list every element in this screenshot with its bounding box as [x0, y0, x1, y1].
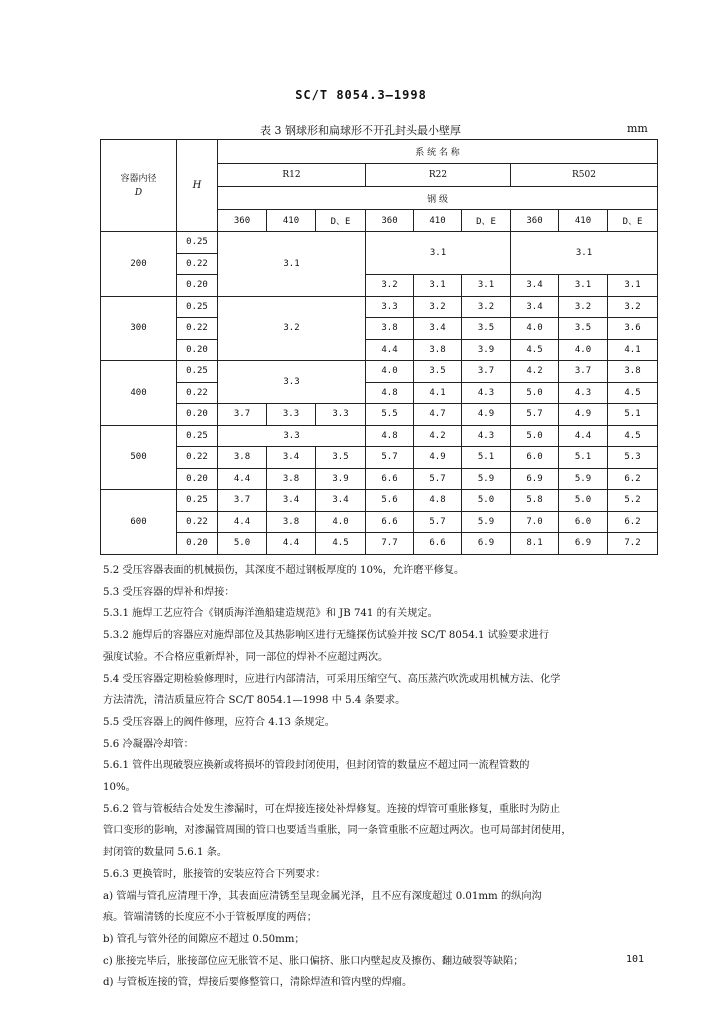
- h-header-cell: H: [177, 140, 218, 232]
- paragraph-line: c) 胀接完毕后，胀接部位应无胀管不足、胀口偏挤、胀口内壁起皮及擦伤、翻边破裂等缺陷；: [103, 955, 524, 967]
- value-cell: 5.0: [218, 533, 267, 555]
- d-value: 200: [101, 232, 177, 297]
- d-value: 500: [101, 425, 177, 490]
- value-cell: 3.7: [218, 490, 267, 512]
- value-cell: 6.2: [608, 511, 658, 533]
- value-cell: 5.7: [414, 468, 462, 490]
- h-value: 0.20: [177, 404, 218, 426]
- h-value: 0.25: [177, 361, 218, 383]
- value-cell: 3.8: [414, 339, 462, 361]
- value-cell: 6.6: [366, 468, 414, 490]
- value-cell: 4.1: [608, 339, 658, 361]
- value-cell: 4.8: [414, 490, 462, 512]
- paragraph-line: 痕。管端清锈的长度应不小于管板厚度的两倍；: [103, 912, 317, 924]
- value-cell: 5.6: [366, 490, 414, 512]
- h-value: 0.20: [177, 468, 218, 490]
- value-cell: 5.2: [608, 490, 658, 512]
- value-cell: 5.9: [462, 468, 511, 490]
- grade-cell: D、E: [608, 210, 658, 232]
- value-cell: 3.2: [462, 296, 511, 318]
- value-cell: 3.4: [267, 447, 316, 469]
- value-cell: 3.5: [414, 361, 462, 383]
- value-cell: 5.0: [462, 490, 511, 512]
- value-cell: 3.2: [608, 296, 658, 318]
- value-cell: 4.4: [559, 425, 608, 447]
- paragraph-line: 5.6 冷凝器冷却管：: [103, 738, 194, 750]
- value-cell: 6.9: [559, 533, 608, 555]
- merged-value: 3.1: [366, 232, 511, 275]
- h-value: 0.20: [177, 339, 218, 361]
- value-cell: 4.8: [366, 425, 414, 447]
- value-cell: 3.5: [462, 318, 511, 340]
- value-cell: 5.7: [366, 447, 414, 469]
- value-cell: 3.7: [559, 361, 608, 383]
- paragraph-line: 5.6.1 管件出现破裂应换新或将损坏的管段封闭使用，但封闭管的数量应不超过同一流程管数的: [103, 760, 530, 772]
- paragraph-line: 5.6.2 管与管板结合处发生渗漏时，可在焊接连接处补焊修复。连接的焊管可重胀修复，重胀时为防止: [103, 803, 561, 815]
- paragraph-line: d) 与管板连接的管，焊接后要修整管口，清除焊渣和管内壁的焊瘤。: [103, 977, 413, 989]
- value-cell: 4.8: [366, 382, 414, 404]
- value-cell: 3.9: [316, 468, 366, 490]
- value-cell: 3.1: [559, 275, 608, 297]
- paragraph-line: 5.3 受压容器的焊补和焊接：: [103, 586, 235, 598]
- grade-cell: 410: [559, 210, 608, 232]
- h-value: 0.22: [177, 511, 218, 533]
- value-cell: 3.4: [414, 318, 462, 340]
- value-cell: 3.1: [462, 275, 511, 297]
- d-header-cell: [101, 140, 177, 232]
- grade-cell: 360: [511, 210, 559, 232]
- value-cell: 5.0: [511, 425, 559, 447]
- h-value: 0.22: [177, 447, 218, 469]
- paragraph-line: a) 管端与管孔应清理干净，其表面应清锈至呈现金属光泽，且不应有深度超过 0.01mm 的纵向沟: [103, 890, 542, 902]
- paragraph-line: 5.6.3 更换管时，胀接管的安装应符合下列要求：: [103, 868, 326, 880]
- value-cell: 6.6: [366, 511, 414, 533]
- h-value: 0.25: [177, 490, 218, 512]
- value-cell: 3.3: [267, 404, 316, 426]
- d-header-symbol: D: [134, 187, 143, 198]
- value-cell: 4.4: [218, 511, 267, 533]
- value-cell: 5.7: [414, 511, 462, 533]
- merged-value: 3.1: [218, 232, 366, 297]
- value-cell: 4.3: [559, 382, 608, 404]
- value-cell: 3.1: [414, 275, 462, 297]
- grade-cell: 410: [267, 210, 316, 232]
- value-cell: 3.9: [462, 339, 511, 361]
- value-cell: 4.9: [414, 447, 462, 469]
- paragraph-line: 管口变形的影响，对渗漏管周围的管口也要适当重胀，同一条管重胀不应超过两次。也可局部封闭使用，: [103, 825, 572, 837]
- value-cell: 3.8: [218, 447, 267, 469]
- value-cell: 4.9: [462, 404, 511, 426]
- value-cell: 4.2: [511, 361, 559, 383]
- h-value: 0.22: [177, 318, 218, 340]
- value-cell: 4.0: [366, 361, 414, 383]
- value-cell: 5.0: [559, 490, 608, 512]
- value-cell: 3.5: [316, 447, 366, 469]
- value-cell: 3.2: [366, 275, 414, 297]
- paragraph-line: 强度试验。不合格应重新焊补，同一部位的焊补不应超过两次。: [103, 651, 389, 663]
- standard-number: SC/T 8054.3—1998: [295, 88, 427, 102]
- value-cell: 4.5: [511, 339, 559, 361]
- h-value: 0.22: [177, 253, 218, 275]
- page-number: 101: [626, 954, 645, 965]
- grade-cell: 360: [366, 210, 414, 232]
- h-value: 0.20: [177, 275, 218, 297]
- value-cell: 3.8: [267, 511, 316, 533]
- value-cell: 4.9: [559, 404, 608, 426]
- value-cell: 6.6: [414, 533, 462, 555]
- value-cell: 3.4: [511, 296, 559, 318]
- d-header-label: 容器内径: [120, 173, 157, 184]
- paragraph-line: b) 管孔与管外径的间隙应不超过 0.50mm；: [103, 933, 305, 945]
- value-cell: 8.1: [511, 533, 559, 555]
- value-cell: 4.1: [414, 382, 462, 404]
- paragraph-line: 5.3.1 施焊工艺应符合《钢质海洋渔船建造规范》和 JB 741 的有关规定。: [103, 608, 438, 620]
- value-cell: 6.9: [462, 533, 511, 555]
- value-cell: 4.5: [608, 425, 658, 447]
- table-unit: mm: [627, 122, 648, 135]
- paragraph-line: 5.5 受压容器上的阀件修理，应符合 4.13 条规定。: [103, 716, 335, 728]
- paragraph-line: 方法清洗，清洁质量应符合 SC/T 8054.1—1998 中 5.4 条要求。: [103, 695, 406, 707]
- h-value: 0.20: [177, 533, 218, 555]
- value-cell: 7.7: [366, 533, 414, 555]
- value-cell: 3.4: [267, 490, 316, 512]
- d-value: 300: [101, 296, 177, 361]
- value-cell: 5.1: [559, 447, 608, 469]
- value-cell: 4.0: [511, 318, 559, 340]
- merged-value: 3.1: [511, 232, 658, 275]
- value-cell: 5.9: [559, 468, 608, 490]
- value-cell: 3.8: [267, 468, 316, 490]
- steel-grade-header: 钢 级: [218, 187, 658, 210]
- value-cell: 5.1: [462, 447, 511, 469]
- value-cell: 4.4: [366, 339, 414, 361]
- value-cell: 4.0: [316, 511, 366, 533]
- value-cell: 5.1: [608, 404, 658, 426]
- merged-value: 3.3: [218, 425, 366, 447]
- value-cell: 5.5: [366, 404, 414, 426]
- value-cell: 6.0: [559, 511, 608, 533]
- value-cell: 5.0: [511, 382, 559, 404]
- value-cell: 7.2: [608, 533, 658, 555]
- value-cell: 4.0: [559, 339, 608, 361]
- value-cell: 4.4: [218, 468, 267, 490]
- grade-cell: D、E: [462, 210, 511, 232]
- h-value: 0.25: [177, 296, 218, 318]
- system-name-header: 系 统 名 称: [218, 140, 658, 164]
- value-cell: 3.7: [462, 361, 511, 383]
- merged-value: 3.3: [218, 361, 366, 404]
- value-cell: 3.5: [559, 318, 608, 340]
- table-caption: 表 3 钢球形和扁球形不开孔封头最小壁厚: [260, 124, 461, 137]
- paragraph-line: 10%。: [103, 782, 136, 794]
- value-cell: 3.2: [414, 296, 462, 318]
- h-value: 0.22: [177, 382, 218, 404]
- grade-cell: D、E: [316, 210, 366, 232]
- value-cell: 6.9: [511, 468, 559, 490]
- value-cell: 5.9: [462, 511, 511, 533]
- paragraph-line: 5.4 受压容器定期检验修理时，应进行内部清洁，可采用压缩空气、高压蒸汽吹洗或用机械方法、化学: [103, 673, 561, 685]
- value-cell: 5.7: [511, 404, 559, 426]
- value-cell: 5.8: [511, 490, 559, 512]
- value-cell: 4.7: [414, 404, 462, 426]
- value-cell: 4.5: [316, 533, 366, 555]
- wall-thickness-table: [100, 139, 658, 555]
- merged-value: 3.2: [218, 296, 366, 361]
- grade-cell: 360: [218, 210, 267, 232]
- paragraph-line: 5.2 受压容器表面的机械损伤，其深度不超过钢板厚度的 10%，允许磨平修复。: [103, 565, 465, 576]
- value-cell: 3.8: [608, 361, 658, 383]
- value-cell: 3.7: [218, 404, 267, 426]
- value-cell: 3.1: [608, 275, 658, 297]
- value-cell: 6.2: [608, 468, 658, 490]
- h-value: 0.25: [177, 232, 218, 254]
- d-value: 400: [101, 361, 177, 426]
- value-cell: 3.3: [316, 404, 366, 426]
- d-value: 600: [101, 490, 177, 555]
- paragraph-line: 封闭管的数量同 5.6.1 条。: [103, 847, 228, 859]
- value-cell: 3.3: [366, 296, 414, 318]
- grade-cell: 410: [414, 210, 462, 232]
- value-cell: 4.5: [608, 382, 658, 404]
- body-text: [103, 560, 659, 994]
- value-cell: 3.2: [559, 296, 608, 318]
- value-cell: 3.6: [608, 318, 658, 340]
- value-cell: 3.4: [316, 490, 366, 512]
- value-cell: 4.3: [462, 425, 511, 447]
- system-r502: R502: [511, 164, 658, 187]
- value-cell: 7.0: [511, 511, 559, 533]
- value-cell: 5.3: [608, 447, 658, 469]
- system-r22: R22: [366, 164, 511, 187]
- h-value: 0.25: [177, 425, 218, 447]
- value-cell: 4.3: [462, 382, 511, 404]
- value-cell: 6.0: [511, 447, 559, 469]
- value-cell: 4.2: [414, 425, 462, 447]
- value-cell: 3.4: [511, 275, 559, 297]
- value-cell: 3.8: [366, 318, 414, 340]
- value-cell: 4.4: [267, 533, 316, 555]
- system-r12: R12: [218, 164, 366, 187]
- paragraph-line: 5.3.2 施焊后的容器应对施焊部位及其热影响区进行无缝探伤试验并按 SC/T 8054.1 试验要求进行: [103, 630, 549, 642]
